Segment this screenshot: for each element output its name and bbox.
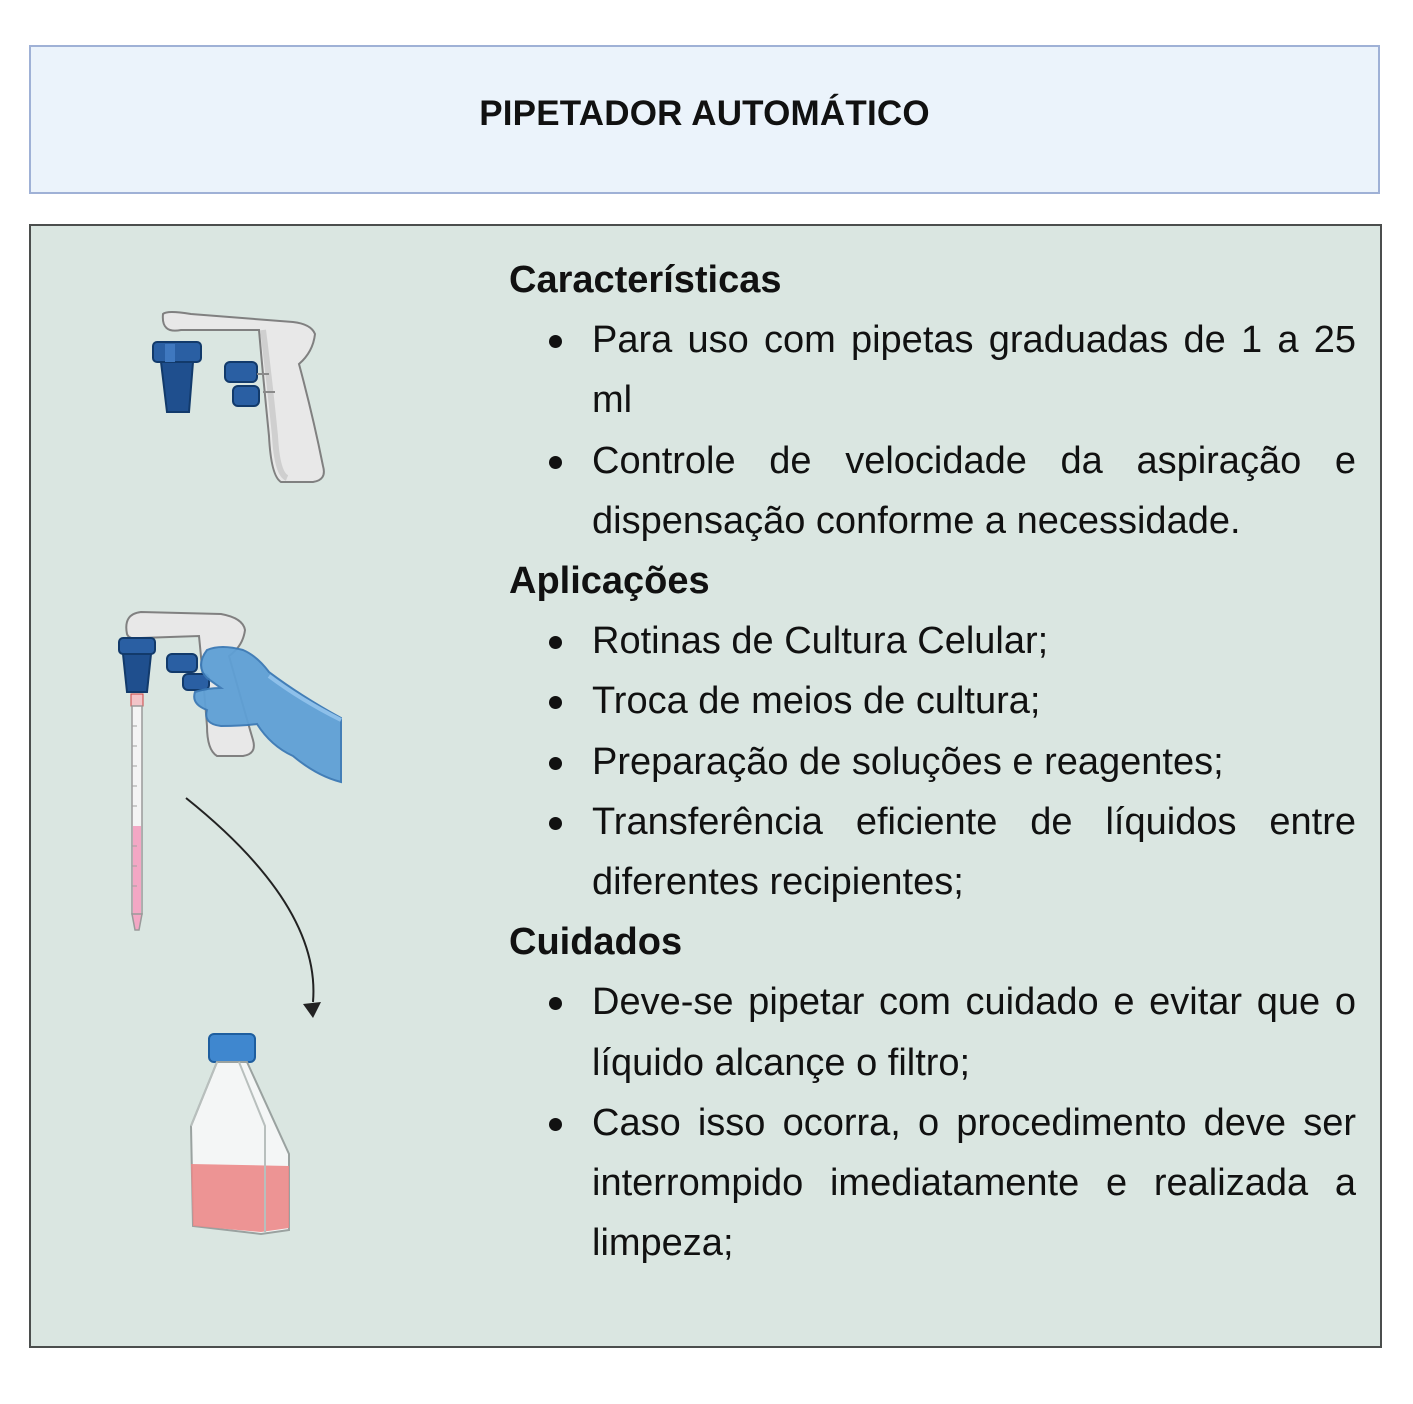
list-item: Troca de meios de cultura; (509, 671, 1356, 731)
section-heading-caracteristicas: Características (509, 259, 782, 301)
illustrations (31, 226, 471, 1346)
info-text (509, 250, 1356, 1273)
section-heading-cuidados: Cuidados (509, 921, 683, 964)
pipettor-with-pipette-illustration (119, 612, 341, 930)
title-banner (29, 45, 1380, 194)
list-aplicacoes (509, 611, 1356, 912)
list-item: Para uso com pipetas graduadas de 1 a 25 ml (509, 310, 1356, 430)
list-caracteristicas (509, 310, 1356, 551)
list-item: Controle de velocidade da aspiração e dispensação conforme a necessidade. (509, 431, 1356, 551)
list-item: Caso isso ocorra, o procedimento deve ser interrompido imediatamente e realizada a limpeza; (509, 1093, 1356, 1274)
section-heading-aplicacoes: Aplicações (509, 560, 710, 603)
content-panel (29, 224, 1382, 1348)
page-title: PIPETADOR AUTOMÁTICO (479, 93, 930, 133)
list-item: Deve-se pipetar com cuidado e evitar que o líquido alcançe o filtro; (509, 972, 1356, 1092)
arrow-illustration (186, 798, 321, 1018)
pipettor-illustration (153, 312, 324, 482)
culture-flask-illustration (191, 1034, 289, 1234)
list-item: Transferência eficiente de líquidos entre diferentes recipientes; (509, 792, 1356, 912)
illustration-canvas (31, 226, 471, 1346)
list-item: Rotinas de Cultura Celular; (509, 611, 1356, 671)
list-cuidados (509, 972, 1356, 1273)
list-item: Preparação de soluções e reagentes; (509, 732, 1356, 792)
